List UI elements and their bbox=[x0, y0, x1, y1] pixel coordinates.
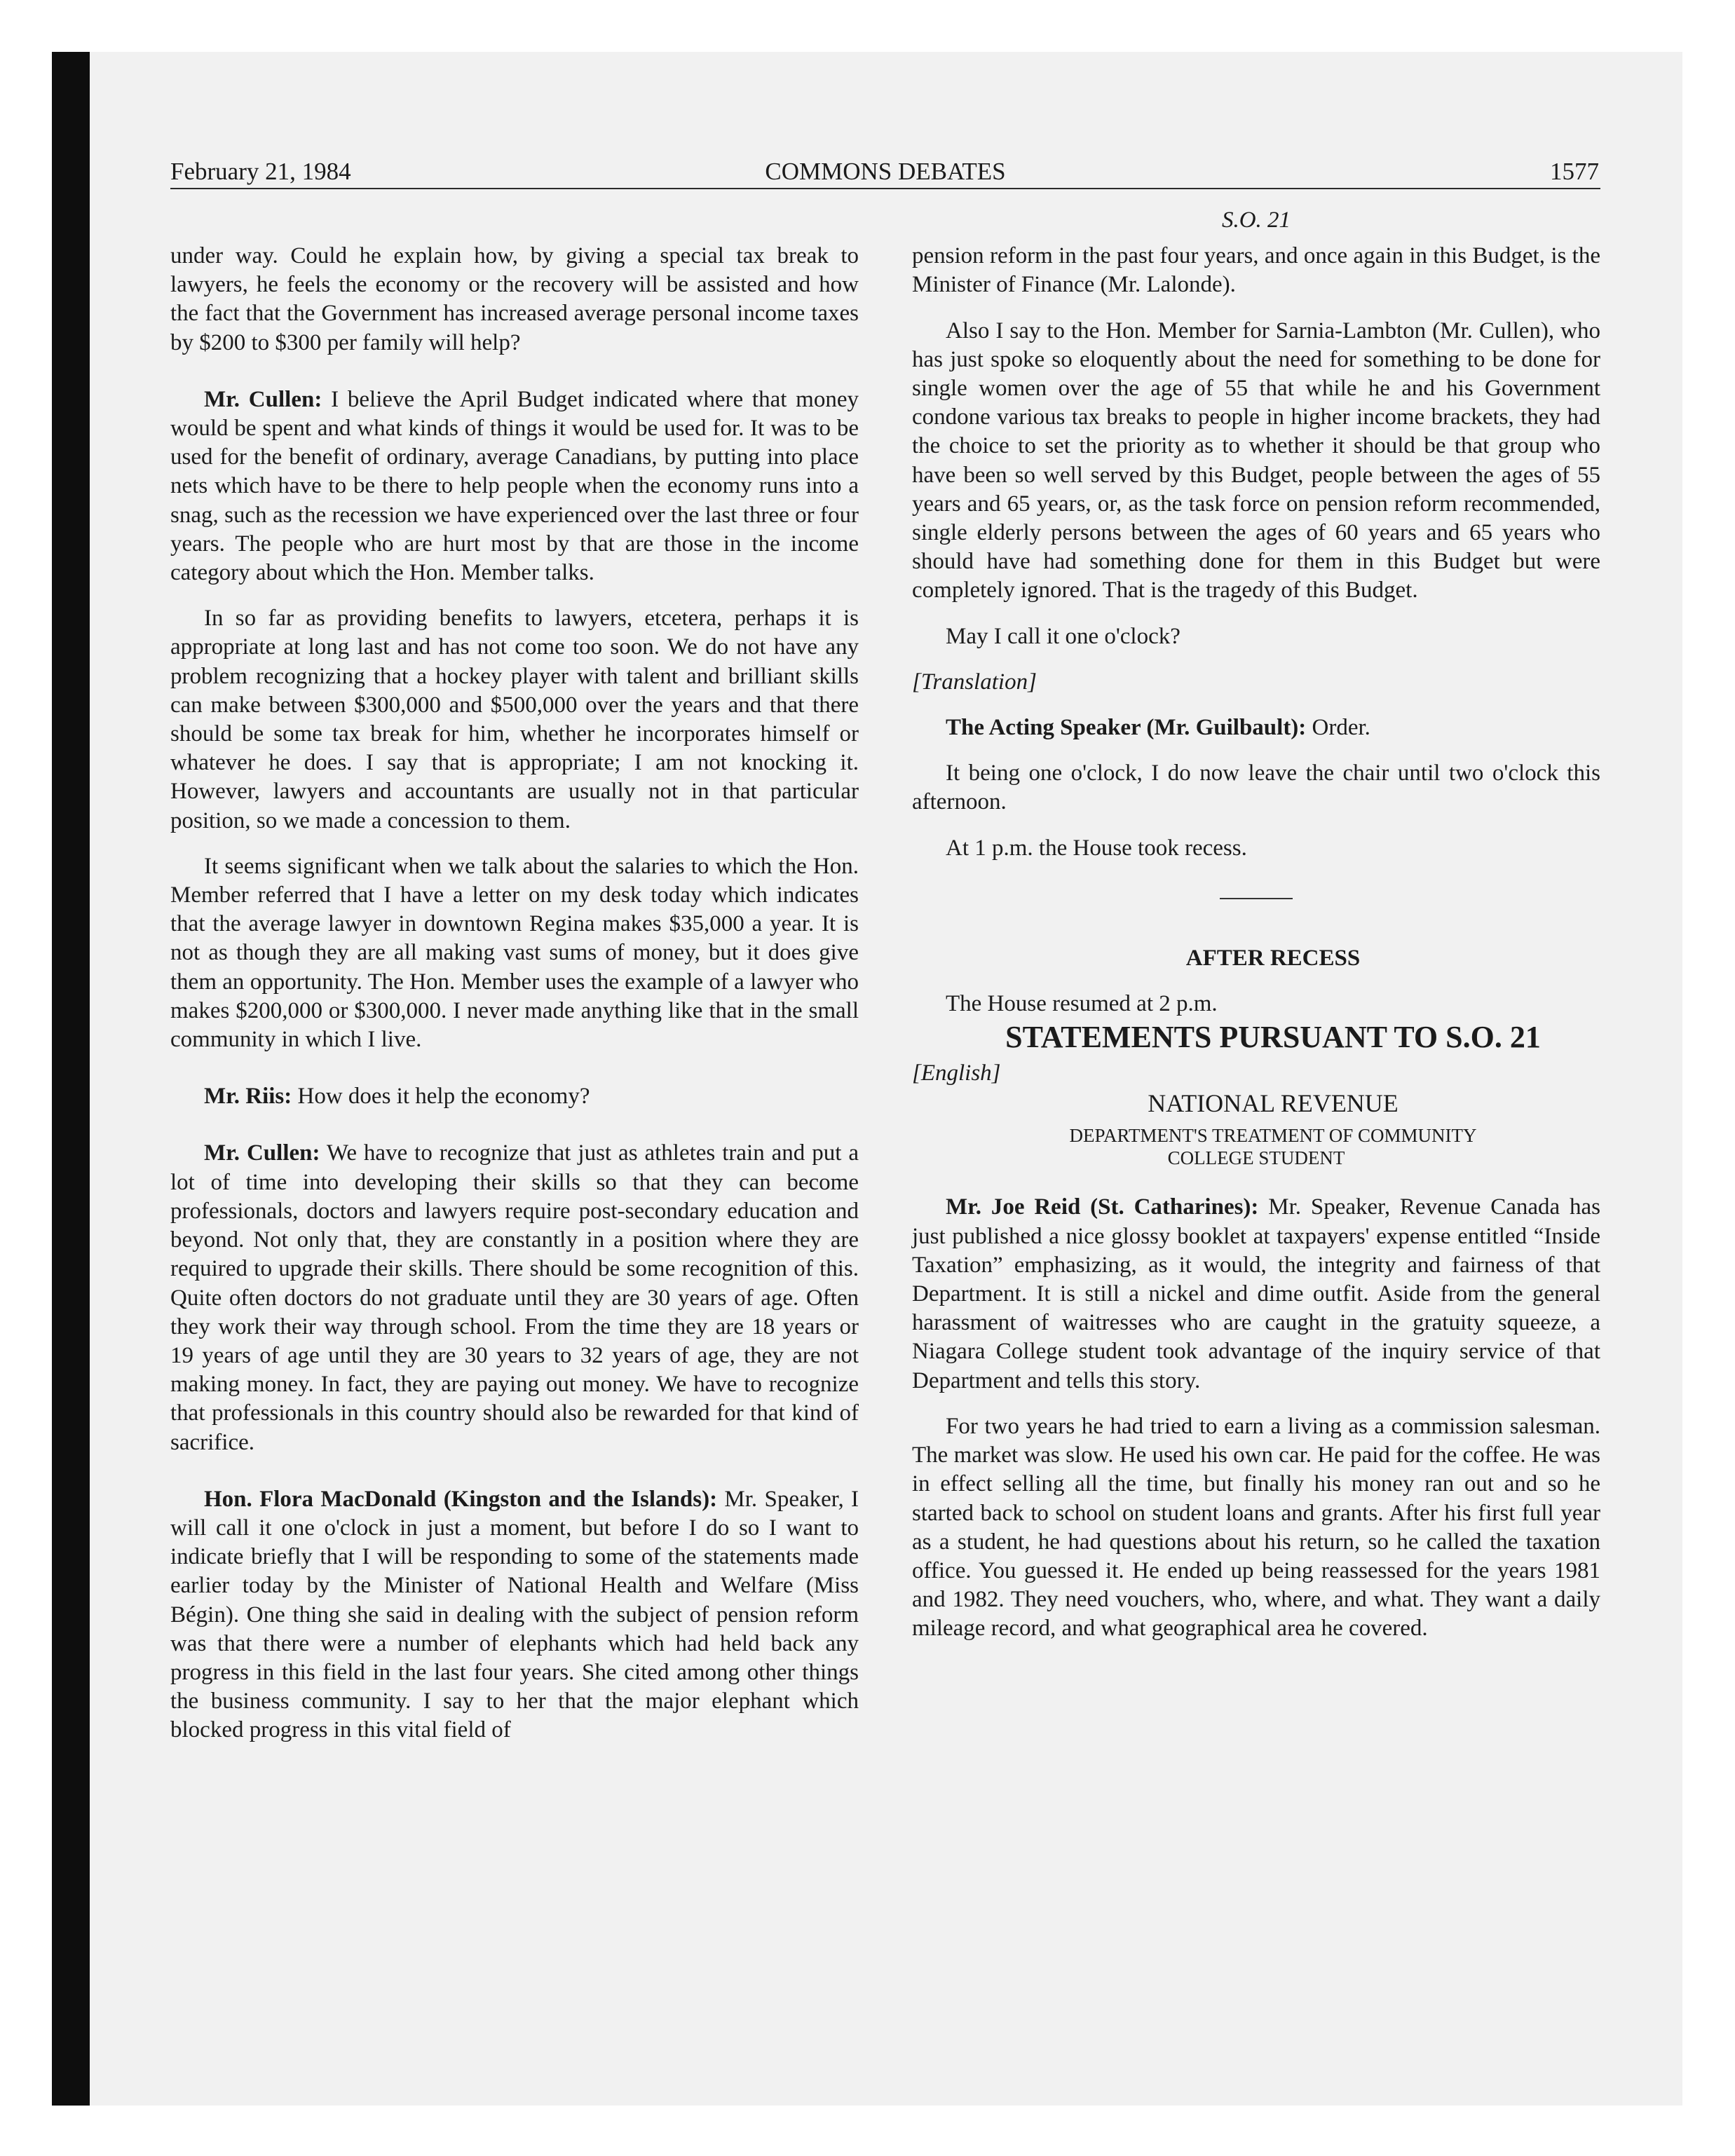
language-tag: [English] bbox=[912, 1060, 1001, 1086]
speaker-name: Mr. Riis: bbox=[204, 1084, 292, 1110]
translation-tag: [Translation] bbox=[912, 669, 1037, 695]
speech-text: I believe the April Budget indicated where that money would be spent and what kinds of things it would be used for. It was to be used for the benefit of ordinary, average Canadians, by putting into place nets which have to be there to help people when the economy runs into a snag, such as the recession we have experienced over the last three or four years. The people who are hurt most by that are those in the income category about which the Hon. Member talks. bbox=[170, 386, 859, 586]
scan-edge bbox=[52, 52, 90, 2106]
section-divider bbox=[1220, 898, 1293, 899]
speech-text: Mr. Speaker, I will call it one o'clock in just a moment, but before I do so I want to indicate briefly that I will be responding to some of the statements made earlier today by the Minister of National Health and Welfare (Miss Bégin). One thing she said in dealing with the subject of pension reform was that there were a number of elephants which had held back any progress in this field in the last four years. She cited among other things the business community. I say to her that the major elephant which blocked progress in this vital field of bbox=[170, 1486, 859, 1743]
paragraph: under way. Could he explain how, by giving a special tax break to lawyers, he feels the economy or the recovery will be assisted and how the fact that the Government has increased average personal income taxes by $200 to $300 per family will help? bbox=[170, 243, 859, 355]
topic-heading: NATIONAL REVENUE bbox=[1148, 1089, 1399, 1118]
header-date: February 21, 1984 bbox=[170, 158, 351, 185]
speaker-name: The Acting Speaker (Mr. Guilbault): bbox=[946, 715, 1307, 741]
paragraph bbox=[170, 1485, 859, 1745]
header-publication: COMMONS DEBATES bbox=[765, 158, 1006, 185]
paragraph bbox=[170, 386, 859, 587]
speaker-name: Mr. Cullen: bbox=[204, 1140, 320, 1166]
speech-text: How does it help the economy? bbox=[292, 1084, 590, 1110]
speaker-name: Mr. Joe Reid (St. Catharines): bbox=[946, 1194, 1259, 1220]
sub-heading: DEPARTMENT'S TREATMENT OF COMMUNITY COLLEGE STUDENT bbox=[1069, 1125, 1477, 1169]
paragraph: May I call it one o'clock? bbox=[946, 623, 1181, 649]
paragraph: The House resumed at 2 p.m. bbox=[946, 991, 1218, 1017]
speaker-name: Hon. Flora MacDonald (Kingston and the Islands): bbox=[204, 1486, 718, 1512]
paragraph bbox=[170, 1139, 859, 1456]
page-header bbox=[170, 156, 1600, 189]
right-column bbox=[912, 206, 1600, 1644]
speech-text: Order. bbox=[1306, 715, 1370, 741]
paragraph: It being one o'clock, I do now leave the chair until two o'clock this afternoon. bbox=[912, 760, 1600, 815]
statements-heading: STATEMENTS PURSUANT TO S.O. 21 bbox=[1005, 1020, 1541, 1055]
paragraph bbox=[912, 714, 1600, 742]
paragraph: At 1 p.m. the House took recess. bbox=[946, 835, 1247, 861]
header-page-number: 1577 bbox=[1550, 158, 1599, 185]
after-recess-heading: AFTER RECESS bbox=[1185, 945, 1361, 971]
paragraph: pension reform in the past four years, and once again in this Budget, is the Minister of Finance (Mr. Lalonde). bbox=[912, 243, 1600, 298]
speech-text: Mr. Speaker, Revenue Canada has just published a nice glossy booklet at taxpayers' expense entitled “Inside Taxation” emphasizing, as it would, the integrity and fairness of that Department. It is still a nickel and dime outfit. Aside from the general harassment of waitresses who are caught in the gratuity squeeze, a Niagara College student took advantage of the inquiry service of that Department and tells this story. bbox=[912, 1194, 1600, 1393]
speaker-name: Mr. Cullen: bbox=[204, 386, 322, 412]
paragraph: In so far as providing benefits to lawyers, etcetera, perhaps it is appropriate at long last and has not come too soon. We do not have any problem recognizing that a hockey player with talent and brilliant skills can make between $300,000 and $500,000 over the years and that there should be some tax break for him, whether he incorporates himself or whatever he does. I say that is appropriate; I am not knocking it. However, lawyers and accountants are usually not in that particular position, so we made a concession to them. bbox=[170, 606, 859, 833]
paragraph: Also I say to the Hon. Member for Sarnia-Lambton (Mr. Cullen), who has just spoke so eloquently about the need for something to be done for single women over the age of 55 that while he and his Government condone various tax breaks to people in higher income brackets, they had the choice to set the priority as to whether it should be that group who have been so well served by this Budget, people between the ages of 55 years and 65 years, or, as the task force on pension reform recommended, single elderly persons between the ages of 60 years and 65 years who should have had something done for them in this Budget but were completely ignored. That is the tragedy of this Budget. bbox=[912, 318, 1600, 603]
paragraph: It seems significant when we talk about the salaries to which the Hon. Member referred that I have a letter on my desk today which indicates that the average lawyer in downtown Regina makes $35,000 a year. It is not as though they are all making vast sums of money, but it does give them an opportunity. The Hon. Member uses the example of a lawyer who makes $200,000 or $300,000. I never made anything like that in the small community in which I live. bbox=[170, 853, 859, 1053]
paragraph: For two years he had tried to earn a living as a commission salesman. The market was slow. He used his own car. He paid for the coffee. He was in effect selling all the time, but finally his money ran out and so he started back to school on student loans and grants. After his first full year as a student, he had questions about his return, so he called the taxation office. You guessed it. He ended up being reassessed for the years 1981 and 1982. They need vouchers, who, where, and what. They want a daily mileage record, and what geographical area he covered. bbox=[912, 1413, 1600, 1642]
speech-text: We have to recognize that just as athletes train and put a lot of time into developing their skills so that they can become professionals, doctors and lawyers require post-secondary education and beyond. Not only that, they are constantly in a position where they are required to upgrade their skills. There should be some recognition of this. Quite often doctors do not graduate until they are 30 years of age. Often they work their way through school. From the time they are 18 years or 19 years of age until they are 30 years to 32 years of age, they are not making money. In fact, they are paying out money. We have to recognize that professionals in this country should also be rewarded for that kind of sacrifice. bbox=[170, 1140, 859, 1455]
left-column bbox=[170, 242, 859, 1745]
paragraph bbox=[170, 1082, 859, 1111]
paragraph bbox=[912, 1193, 1600, 1395]
section-label: S.O. 21 bbox=[1221, 207, 1291, 233]
